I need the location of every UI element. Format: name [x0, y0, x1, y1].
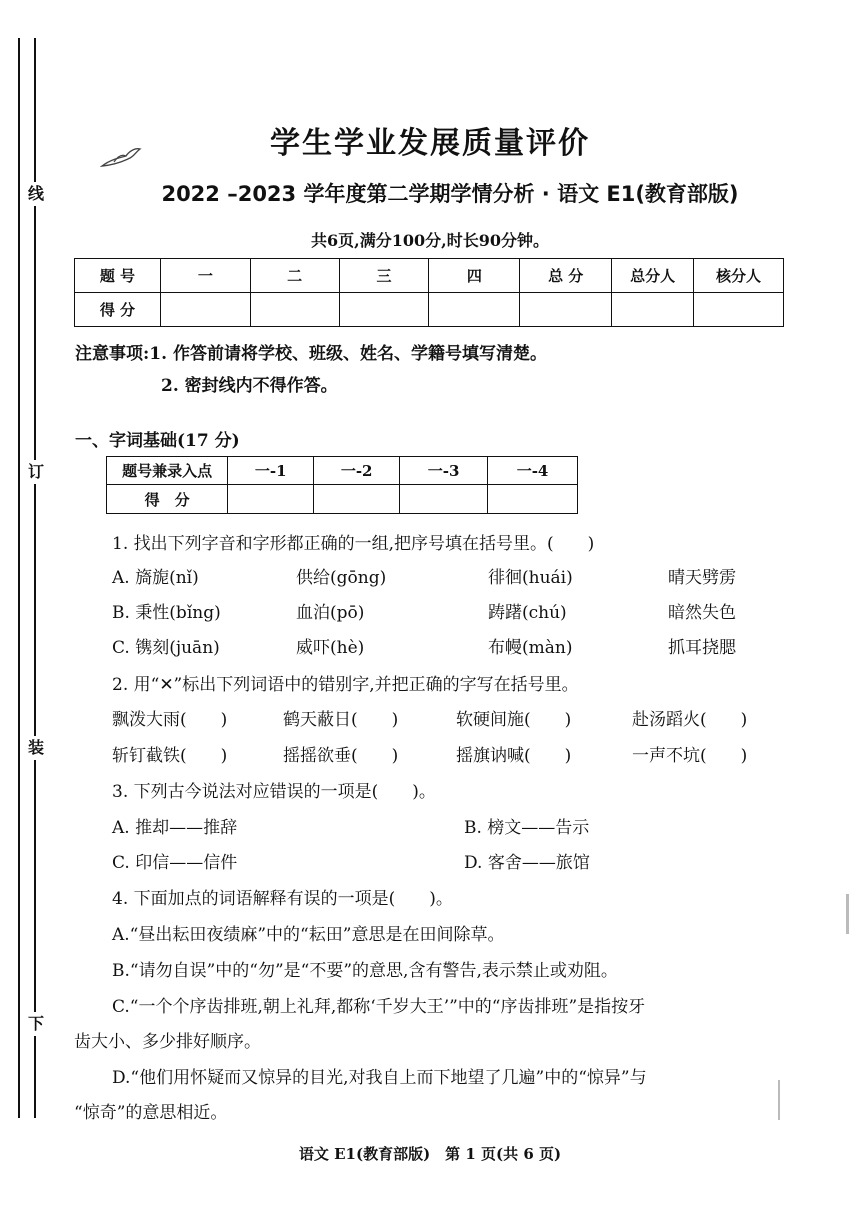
- q1-option-a2: 供给(gōng): [296, 568, 387, 588]
- score-header-cell: 核分人: [694, 259, 784, 293]
- scan-artifact: [846, 894, 849, 934]
- section-input-cell[interactable]: [488, 485, 578, 514]
- q4-option-b: B.“请勿自误”中的“勿”是“不要”的意思,含有警告,表示禁止或劝阻。: [112, 961, 618, 981]
- score-input-cell[interactable]: [339, 293, 429, 327]
- binding-line-outer: [18, 38, 20, 1118]
- q1-option-c4: 抓耳挠腮: [668, 638, 736, 658]
- q4-option-d-line2: “惊奇”的意思相近。: [74, 1103, 228, 1123]
- q1-option-b2: 血泊(pō): [296, 603, 365, 623]
- score-row-label: 得 分: [75, 293, 161, 327]
- score-input-cell[interactable]: [250, 293, 339, 327]
- section-input-cell[interactable]: [228, 485, 314, 514]
- score-input-cell[interactable]: [694, 293, 784, 327]
- score-input-cell[interactable]: [160, 293, 250, 327]
- q4-option-d-line1: D.“他们用怀疑而又惊异的目光,对我自上而下地望了几遍”中的“惊异”与: [112, 1068, 647, 1088]
- q2-word: 鹤天蔽日( ): [283, 710, 399, 730]
- q3-option-c: C. 印信——信件: [112, 853, 238, 873]
- exam-info: 共6页,满分100分,时长90分钟。: [311, 231, 549, 250]
- q2-word: 一声不坑( ): [632, 746, 748, 766]
- q1-stem: 1. 找出下列字音和字形都正确的一组,把序号填在括号里。( ): [112, 534, 595, 554]
- score-header-cell: 三: [339, 259, 429, 293]
- score-table: [74, 258, 784, 327]
- q1-option-c2: 威吓(hè): [296, 638, 365, 658]
- q3-option-d: D. 客舍——旅馆: [464, 853, 590, 873]
- q1-option-a3: 徘徊(huái): [488, 568, 573, 588]
- q3-option-a: A. 推却——推辞: [112, 818, 238, 838]
- q2-word: 斩钉截铁( ): [112, 746, 228, 766]
- q2-word: 摇摇欲垂( ): [283, 746, 399, 766]
- section-title: 一、字词基础(17 分): [75, 431, 240, 451]
- scan-artifact: [778, 1080, 780, 1120]
- q1-option-c1: C. 镌刻(juān): [112, 638, 220, 658]
- page-footer: 语文 E1(教育部版) 第 1 页(共 6 页): [298, 1145, 562, 1163]
- q2-word: 赴汤蹈火( ): [632, 710, 748, 730]
- q4-stem: 4. 下面加点的词语解释有误的一项是( )。: [112, 889, 453, 909]
- q3-option-b: B. 榜文——告示: [464, 818, 590, 838]
- q4-option-c-line2: 齿大小、多少排好顺序。: [74, 1032, 261, 1052]
- section-header-cell: 一-1: [228, 457, 314, 485]
- section-header-cell: 一-4: [488, 457, 578, 485]
- q2-word: 飘泼大雨( ): [112, 710, 228, 730]
- score-header-cell: 四: [429, 259, 520, 293]
- exam-subtitle: 2022 –2023 学年度第二学期学情分析 · 语文 E1(教育部版): [161, 182, 739, 206]
- score-header-cell: 题 号: [75, 259, 161, 293]
- binding-char-xia: 下: [24, 1012, 48, 1036]
- q1-option-b3: 踌躇(chú): [488, 603, 567, 623]
- q4-option-c-line1: C.“一个个序齿排班,朝上礼拜,都称‘千岁大王’”中的“序齿排班”是指按牙: [112, 997, 646, 1017]
- q1-option-a1: A. 旖旎(nǐ): [112, 568, 199, 588]
- score-header-cell: 总 分: [520, 259, 612, 293]
- section-header-cell: 一-3: [400, 457, 488, 485]
- score-header-cell: 二: [250, 259, 339, 293]
- score-input-cell[interactable]: [429, 293, 520, 327]
- q2-word: 摇旗讷喊( ): [456, 746, 572, 766]
- binding-char-zhuang: 装: [24, 736, 48, 760]
- q1-option-b4: 暗然失色: [668, 603, 736, 623]
- score-header-cell: 一: [160, 259, 250, 293]
- notice-line-1: 注意事项:1. 作答前请将学校、班级、姓名、学籍号填写清楚。: [75, 344, 547, 364]
- score-input-cell[interactable]: [612, 293, 694, 327]
- q1-option-a4: 晴天劈雳: [668, 568, 736, 588]
- q1-option-b1: B. 秉性(bǐng): [112, 603, 221, 623]
- section-header-cell: 题号兼录入点: [107, 457, 228, 485]
- section-score-table: [106, 456, 578, 514]
- notice-line-2: 2. 密封线内不得作答。: [161, 376, 338, 396]
- exam-title: 学生学业发展质量评价: [270, 126, 590, 161]
- binding-char-ding: 订: [24, 460, 48, 484]
- section-input-cell[interactable]: [400, 485, 488, 514]
- section-header-cell: 一-2: [314, 457, 400, 485]
- q1-option-c3: 布幔(màn): [488, 638, 573, 658]
- binding-char-xian: 线: [24, 182, 48, 206]
- q2-word: 软硬间施( ): [456, 710, 572, 730]
- section-input-cell[interactable]: [314, 485, 400, 514]
- score-header-cell: 总分人: [612, 259, 694, 293]
- q4-option-a: A.“昼出耘田夜绩麻”中的“耘田”意思是在田间除草。: [112, 925, 505, 945]
- score-input-cell[interactable]: [520, 293, 612, 327]
- section-row-label: 得 分: [107, 485, 228, 514]
- q2-stem: 2. 用“✕”标出下列词语中的错别字,并把正确的字写在括号里。: [112, 675, 579, 695]
- q3-stem: 3. 下列古今说法对应错误的一项是( )。: [112, 782, 436, 802]
- notice: [75, 338, 547, 402]
